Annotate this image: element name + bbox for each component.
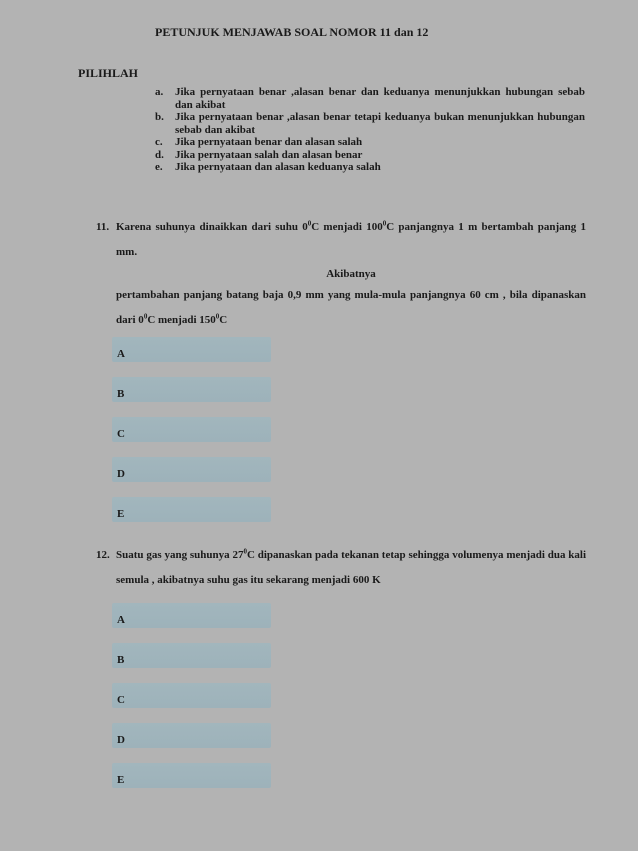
instruction-heading: PILIHLAH bbox=[78, 66, 139, 80]
option-legend bbox=[155, 86, 585, 174]
option-legend-item bbox=[155, 86, 585, 111]
q11-answer-c-button[interactable]: C bbox=[112, 417, 271, 442]
option-text: Jika pernyataan benar dan alasan salah bbox=[175, 136, 363, 148]
q12-answer-c-button[interactable]: C bbox=[112, 683, 271, 708]
q11-answer-a-button[interactable]: A bbox=[112, 337, 271, 362]
option-letter: a. bbox=[155, 86, 164, 98]
question-statement: Suatu gas yang suhunya $27^0C$ dipanaskan pada tekanan tetap sehingga volumenya menjadi dua kali semula , akibatnya suhu gas itu sekarang menjadi 600 K bbox=[116, 547, 587, 586]
question-reason: pertambahan panjang batang baja 0,9 mm yang mula-mula panjangnya 60 cm , bila dipanaskan dari $0^0C$ menjadi $150^0C$ bbox=[116, 289, 586, 326]
option-letter: b. bbox=[155, 111, 164, 123]
option-legend-item bbox=[155, 136, 585, 149]
q11-answer-e-button[interactable]: E bbox=[112, 497, 271, 522]
question-statement: Karena suhunya dinaikkan dari suhu $0^0C$ menjadi $100^0C$ panjangnya 1 m bertambah panjang 1 mm. bbox=[116, 219, 586, 258]
option-letter: c. bbox=[155, 136, 163, 148]
option-letter: e. bbox=[155, 161, 163, 173]
question-12 bbox=[96, 543, 586, 593]
question-number: 11. bbox=[96, 221, 110, 233]
question-number: 12. bbox=[96, 549, 110, 561]
option-text: Jika pernyataan dan alasan keduanya salah bbox=[175, 161, 381, 173]
option-text: Jika pernyataan benar ,alasan benar dan keduanya menunjukkan hubungan sebab dan akibat bbox=[175, 86, 585, 111]
option-letter: d. bbox=[155, 148, 164, 161]
option-legend-item bbox=[155, 111, 585, 136]
question-11 bbox=[96, 215, 586, 333]
option-text: Jika pernyataan benar ,alasan benar tetapi keduanya bukan menunjukkan hubungan sebab dan akibat bbox=[175, 111, 585, 136]
question-connector: Akibatnya bbox=[326, 268, 376, 280]
q12-answer-a-button[interactable]: A bbox=[112, 603, 271, 628]
q12-answer-e-button[interactable]: E bbox=[112, 763, 271, 788]
q11-answer-d-button[interactable]: D bbox=[112, 457, 271, 482]
option-legend-item bbox=[155, 161, 585, 174]
q11-answer-b-button[interactable]: B bbox=[112, 377, 271, 402]
q12-answer-b-button[interactable]: B bbox=[112, 643, 271, 668]
option-legend-item bbox=[155, 149, 585, 162]
page-title: PETUNJUK MENJAWAB SOAL NOMOR 11 dan 12 bbox=[155, 25, 429, 39]
q12-answer-d-button[interactable]: D bbox=[112, 723, 271, 748]
option-text: Jika pernyataan salah dan alasan benar bbox=[175, 148, 363, 161]
